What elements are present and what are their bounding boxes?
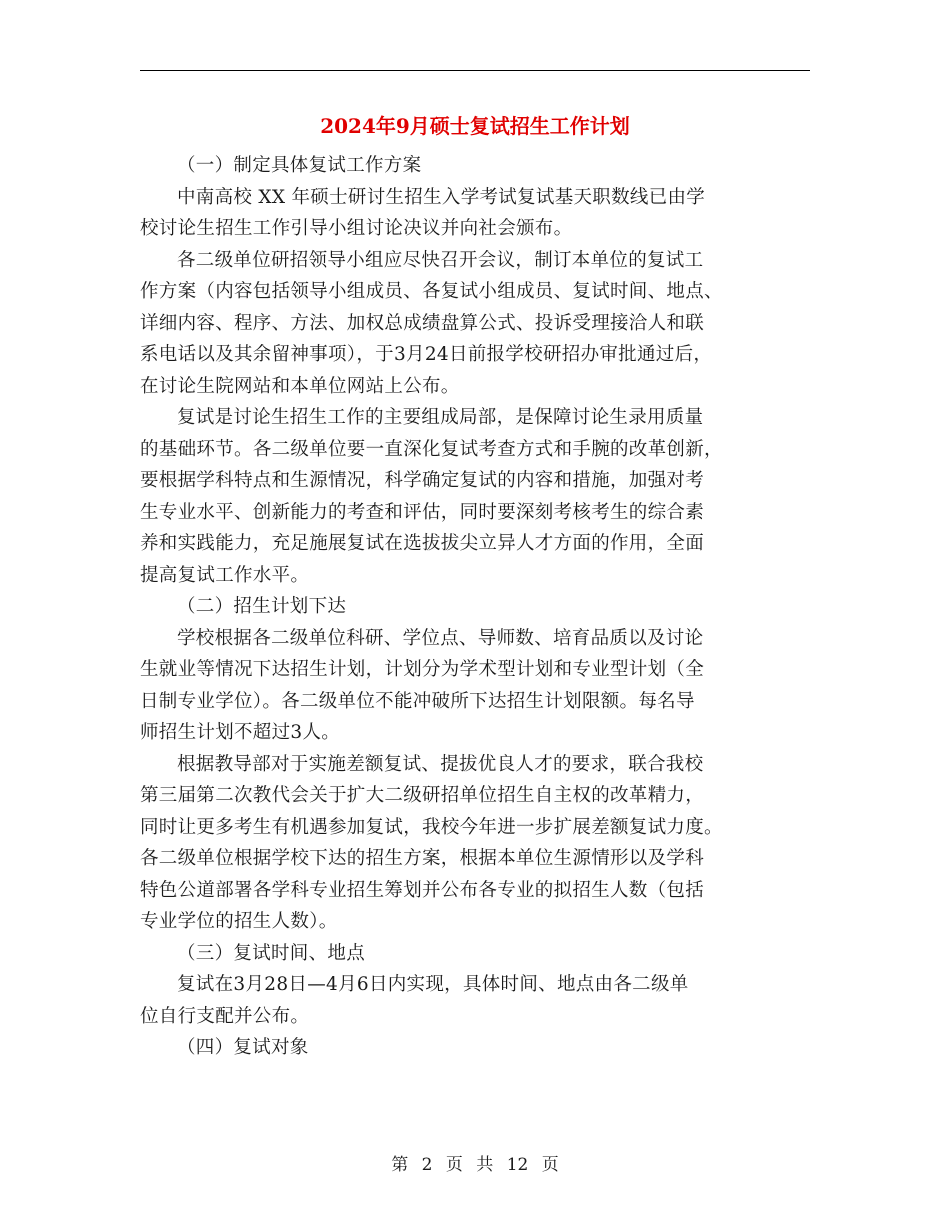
paragraph — [140, 749, 810, 938]
paragraph — [140, 1032, 810, 1064]
paragraph-line: 在讨论生院网站和本单位网站上公布。 — [140, 375, 460, 397]
footer-current-page: 2 — [421, 1155, 433, 1175]
paragraph-line: 学校根据各二级单位科研、学位点、导师数、培育品质以及讨论 — [177, 627, 704, 649]
paragraph-line: 同时让更多考生有机遇参加复试，我校今年进一步扩展差额复试力度。 — [140, 816, 723, 838]
paragraph-line: 详细内容、程序、方法、加权总成绩盘算公式、投诉受理接洽人和联 — [140, 312, 705, 334]
paragraph-line: 要根据学科特点和生源情况，科学确定复试的内容和措施，加强对考 — [140, 470, 705, 491]
paragraph-line: 特色公道部署各学科专业招生筹划并公布各专业的拟招生人数（包括 — [140, 879, 705, 901]
footer-label-ye-end: 页 — [541, 1155, 559, 1175]
paragraph-line: 专业学位的招生人数）。 — [140, 911, 338, 932]
paragraph-line: 师招生计划不超过3人。 — [140, 722, 341, 743]
paragraph-line: （一）制定具体复试工作方案 — [177, 155, 422, 176]
paragraph-line: 各二级单位根据学校下达的招生方案，根据本单位生源情形以及学科 — [140, 848, 705, 869]
paragraph — [140, 623, 810, 749]
footer-label-gong: 共 — [476, 1155, 494, 1175]
footer-total-pages: 12 — [506, 1155, 529, 1175]
paragraph — [140, 402, 810, 591]
paragraph-line: 生专业水平、创新能力的考查和评估，同时要深刻考核考生的综合素 — [140, 501, 705, 523]
document-title: 2024年9月硕士复试招生工作计划 — [320, 114, 630, 138]
paragraph-line: （四）复试对象 — [177, 1037, 309, 1058]
page-footer — [0, 1153, 950, 1177]
paragraph — [140, 245, 810, 403]
paragraph-line: 的基础环节。各二级单位要一直深化复试考查方式和手腕的改革创新， — [140, 438, 723, 460]
paragraph-line: 生就业等情况下达招生计划，计划分为学术型计划和专业型计划（全 — [140, 659, 705, 680]
paragraph-line: （三）复试时间、地点 — [177, 942, 366, 964]
footer-label-ye: 页 — [445, 1155, 463, 1175]
footer-label-di: 第 — [391, 1155, 409, 1175]
paragraph — [140, 938, 810, 970]
paragraph-line: 中南高校 XX 年硕士研讨生招生入学考试复试基天职数线已由学 — [177, 186, 706, 208]
paragraph-line: 校讨论生招生工作引导小组讨论决议并向社会颁布。 — [140, 218, 573, 239]
header-rule — [140, 70, 810, 71]
paragraph-line: 提高复试工作水平。 — [140, 564, 310, 586]
paragraph — [140, 969, 810, 1032]
paragraph-line: 位自行支配并公布。 — [140, 1005, 310, 1027]
paragraph — [140, 591, 810, 623]
paragraph-line: 养和实践能力，充足施展复试在选拔拔尖立异人才方面的作用，全面 — [140, 533, 705, 554]
paragraph-line: 根据教导部对于实施差额复试、提拔优良人才的要求，联合我校 — [177, 753, 704, 775]
paragraph-line: （二）招生计划下达 — [177, 596, 347, 617]
paragraph-line: 复试在3月28日—4月6日内实现，具体时间、地点由各二级单 — [177, 974, 689, 995]
document-body — [140, 150, 810, 1064]
paragraph-line: 作方案（内容包括领导小组成员、各复试小组成员、复试时间、地点、 — [140, 281, 723, 302]
paragraph — [140, 150, 810, 182]
paragraph-line: 复试是讨论生招生工作的主要组成局部，是保障讨论生录用质量 — [177, 407, 704, 428]
paragraph-line: 日制专业学位）。各二级单位不能冲破所下达招生计划限额。每名导 — [140, 690, 695, 712]
paragraph-line: 第三届第二次教代会关于扩大二级研招单位招生自主权的改革精力， — [140, 785, 705, 806]
paragraph — [140, 182, 810, 245]
paragraph-line: 系电话以及其余留神事项），于3月24日前报学校研招办审批通过后， — [140, 344, 713, 365]
paragraph-line: 各二级单位研招领导小组应尽快召开会议，制订本单位的复试工 — [177, 249, 704, 271]
